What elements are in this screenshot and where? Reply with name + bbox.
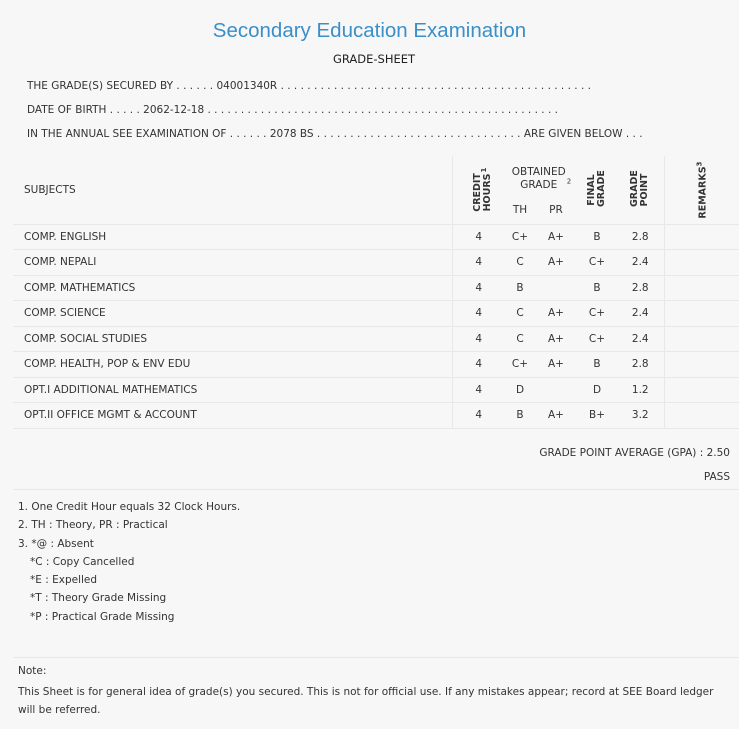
credit-cell: 4 [452,377,505,403]
examination-line: IN THE ANNUAL SEE EXAMINATION OF . . . . . . 2078 BS . . . . . . . . . . . . . . . . . . . . . . . . . . . . . . . ARE GIVEN BELOW . . . [27,128,643,140]
footnote: *T : Theory Grade Missing [30,592,167,605]
credit-hours-header: CREDIT HOURS$^1$ [452,156,505,224]
grade-point-cell: 2.8 [617,352,664,378]
final-grade-cell: C+ [577,250,617,276]
pr-cell [535,377,577,403]
subject-cell: COMP. SOCIAL STUDIES [13,326,452,352]
table-row [13,352,739,378]
subject-cell: COMP. NEPALI [13,250,452,276]
th-cell: C+ [505,352,535,378]
grade-point-cell: 2.8 [617,224,664,250]
gpa-value: GRADE POINT AVERAGE (GPA) : 2.50 [539,447,730,459]
final-grade-cell: C+ [577,326,617,352]
footnote: *C : Copy Cancelled [30,555,135,568]
final-grade-cell: B [577,275,617,301]
remarks-cell [664,403,739,429]
grade-table [13,156,739,429]
grade-point-cell: 1.2 [617,377,664,403]
grade-point-cell: 2.4 [617,250,664,276]
final-grade-cell: B [577,224,617,250]
pr-cell: A+ [535,326,577,352]
exam-title: Secondary Education Examination [212,19,527,42]
subject-cell: COMP. ENGLISH [13,224,452,250]
subject-cell: OPT.I ADDITIONAL MATHEMATICS [13,377,452,403]
table-row [13,275,739,301]
table-row [13,326,739,352]
final-grade-header: FINAL GRADE [586,169,607,207]
subject-cell: COMP. SCIENCE [13,301,452,327]
pr-cell: A+ [535,403,577,429]
grade-point-cell: 3.2 [617,403,664,429]
th-cell: C [505,250,535,276]
footnotes [18,498,240,626]
remarks-cell [664,377,739,403]
grade-sheet-heading: GRADE-SHEET [332,52,416,66]
date-of-birth-line: DATE OF BIRTH . . . . . 2062-12-18 . . . . . . . . . . . . . . . . . . . . . . . . . . . . . . . . . . . . . . . . . . . . . . . . . . . . . [27,104,558,116]
remarks-cell [664,326,739,352]
pr-cell: A+ [535,301,577,327]
subject-cell: COMP. HEALTH, POP & ENV EDU [13,352,452,378]
result-status: PASS [703,471,730,483]
table-row [13,403,739,429]
th-cell: D [505,377,535,403]
grade-point-cell: 2.4 [617,301,664,327]
table-row [13,224,739,250]
th-cell: C+ [505,224,535,250]
final-grade-cell: C+ [577,301,617,327]
credit-cell: 4 [452,326,505,352]
pr-cell: A+ [535,352,577,378]
obtained-grade-header: OBTAINED GRADE $^2$ [511,166,572,191]
remarks-header: REMARKS$^3$ [664,156,739,224]
final-grade-cell: D [577,377,617,403]
subjects-header: SUBJECTS [24,183,76,196]
footnote: 1. One Credit Hour equals 32 Clock Hours. [18,501,241,513]
note-label: Note: [18,665,47,677]
footnote: 2. TH : Theory, PR : Practical [18,519,168,532]
final-grade-cell: B [577,352,617,378]
table-row [13,301,739,327]
secured-by-line: THE GRADE(S) SECURED BY . . . . . . 04001340R . . . . . . . . . . . . . . . . . . . . . . . . . . . . . . . . . . . . . . . . . . . . . . . [27,80,591,92]
credit-cell: 4 [452,275,505,301]
pr-cell [535,275,577,301]
subject-cell: COMP. MATHEMATICS [13,275,452,301]
remarks-cell [664,352,739,378]
pr-cell: A+ [535,250,577,276]
th-cell: C [505,301,535,327]
divider [13,657,739,658]
grade-table-container [13,156,739,429]
final-grade-cell: B+ [577,403,617,429]
credit-cell: 4 [452,250,505,276]
credit-cell: 4 [452,301,505,327]
subject-cell: OPT.II OFFICE MGMT & ACCOUNT [13,403,452,429]
footnote: 3. *@ : Absent [18,537,94,550]
credit-cell: 4 [452,352,505,378]
remarks-cell [664,301,739,327]
credit-cell: 4 [452,403,505,429]
disclaimer-text: This Sheet is for general idea of grade(s) you secured. This is not for official use. If any mistakes appear; record at SEE Board ledger will be referred. [18,686,714,716]
footnote: *P : Practical Grade Missing [30,610,175,623]
th-cell: C [505,326,535,352]
th-cell: B [505,275,535,301]
grade-point-cell: 2.8 [617,275,664,301]
remarks-cell [664,224,739,250]
grade-point-cell: 2.4 [617,326,664,352]
divider [13,489,739,490]
th-cell: B [505,403,535,429]
grade-point-header: GRADE POINT [629,169,651,207]
credit-cell: 4 [452,224,505,250]
th-header: TH [512,203,528,216]
table-row [13,250,739,276]
remarks-cell [664,250,739,276]
remarks-cell [664,275,739,301]
table-row [13,377,739,403]
footnote: *E : Expelled [30,574,98,587]
pr-header: PR [549,203,563,216]
pr-cell: A+ [535,224,577,250]
